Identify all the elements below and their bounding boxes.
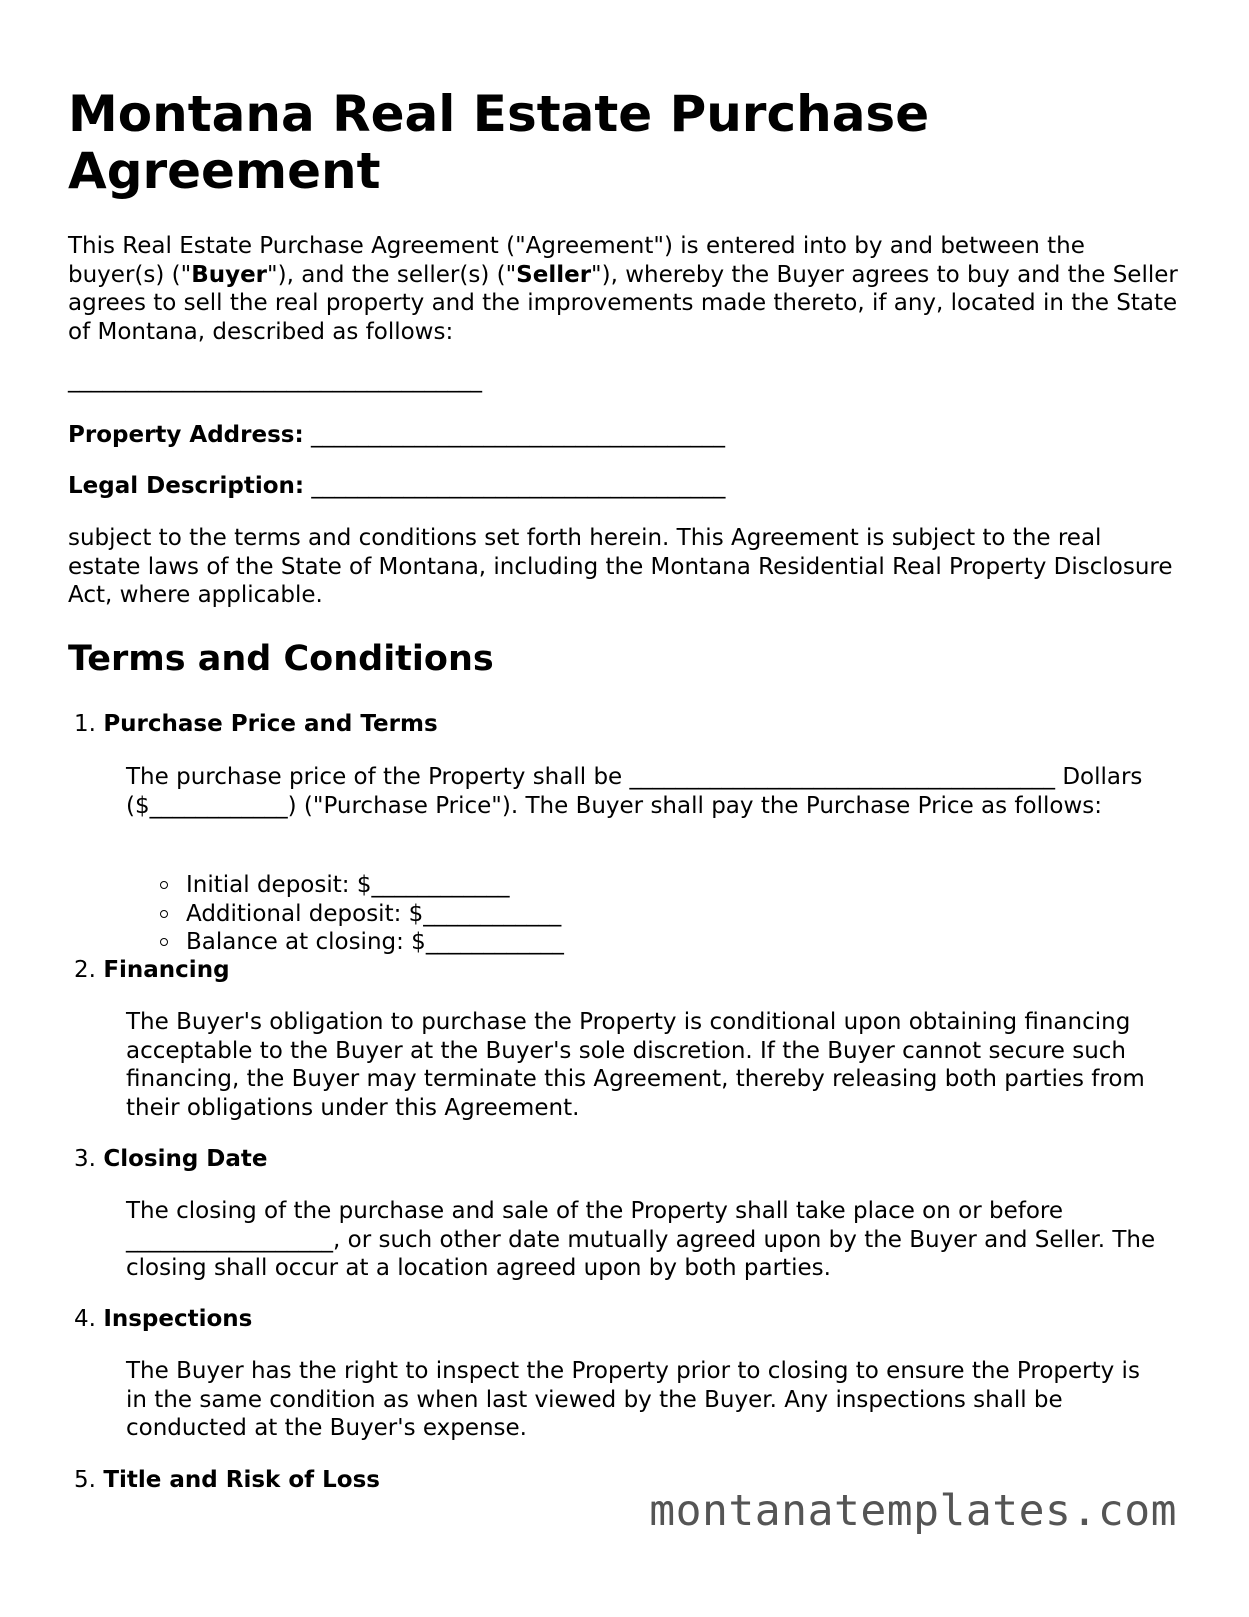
section-2-title xyxy=(38,956,230,984)
terms-heading: Terms and Conditions xyxy=(68,639,494,679)
section-4-body: The Buyer has the right to inspect the Property prior to closing to ensure the Property is in the same condition as when last viewed by the Buyer. Any inspections shall be conducted at the Buyer's expense. xyxy=(126,1358,1140,1441)
section-3-body: The closing of the purchase and sale of the Property shall take place on or before __________________, or such other date mutually agreed upon by the Buyer and Seller. The closing shall occur at a location agreed upon by both parties. xyxy=(126,1198,1156,1281)
document-title: Montana Real Estate Purchase Agreement xyxy=(68,85,930,200)
balance-at-closing-text: Balance at closing: $____________ xyxy=(186,929,564,955)
property-address-blank[interactable]: ____________________________________ xyxy=(303,422,725,448)
intro-paragraph xyxy=(68,232,1178,346)
additional-deposit-text: Additional deposit: $____________ xyxy=(186,900,562,927)
section-4-heading: Inspections xyxy=(103,1306,253,1332)
section-5-number: 5. xyxy=(74,1467,96,1493)
legal-description-field xyxy=(68,472,725,500)
intro-seller-term: Seller xyxy=(516,261,592,288)
intro-buyer-term: Buyer xyxy=(191,261,268,288)
section-2-body: The Buyer's obligation to purchase the Property is conditional upon obtaining financing acceptable to the Buyer at the Buyer's sole discretion. If the Buyer cannot secure such financing, the Buyer may terminate this Agreement, thereby releasing both parties from their obligations under this Agreement. xyxy=(126,1009,1145,1121)
section-1-heading: Purchase Price and Terms xyxy=(103,711,438,737)
section-3-heading: Closing Date xyxy=(103,1146,268,1172)
bullet-circle-icon xyxy=(160,938,168,946)
deposit-list xyxy=(186,871,564,957)
initial-deposit-text: Initial deposit: $____________ xyxy=(186,872,510,898)
section-2-number: 2. xyxy=(74,957,96,983)
list-item xyxy=(186,871,564,900)
bullet-circle-icon xyxy=(160,910,168,918)
watermark-text: montanatemplates.com xyxy=(649,1486,1177,1536)
section-1-number: 1. xyxy=(74,711,96,737)
section-2-heading: Financing xyxy=(103,957,230,983)
intro-text-2: "), and the seller(s) (" xyxy=(267,261,517,288)
section-5-title xyxy=(38,1466,380,1494)
bullet-circle-icon xyxy=(160,881,168,889)
intro-text-3: "), whereby the Buyer agrees to buy and the Seller agrees to sell the real property and the improvements made thereto, if any, located in the State of Montana, described as follows: xyxy=(68,261,1178,345)
section-1-body: The purchase price of the Property shall be _____________________________________ Dollars ($____________) ("Purchase Price"). The Buyer shall pay the Purchase Price as follows: xyxy=(126,764,1143,819)
legal-description-blank[interactable]: ____________________________________ xyxy=(304,473,726,499)
section-1-title xyxy=(38,710,438,738)
section-4-title xyxy=(38,1305,252,1333)
section-5-heading: Title and Risk of Loss xyxy=(103,1467,380,1493)
list-item xyxy=(186,928,564,957)
intro-text-1: This Real Estate Purchase Agreement ("Agreement") is entered into by and between the buyer(s) (" xyxy=(68,233,1085,288)
property-address-label: Property Address: xyxy=(68,422,304,448)
section-3-title xyxy=(38,1145,268,1173)
property-address-field xyxy=(68,421,725,449)
section-4-number: 4. xyxy=(74,1306,96,1332)
list-item xyxy=(186,900,564,929)
section-3-number: 3. xyxy=(74,1146,96,1172)
property-description-blank[interactable]: ____________________________________ xyxy=(68,367,482,393)
subject-paragraph: subject to the terms and conditions set forth herein. This Agreement is subject to the real estate laws of the State of Montana, including the Montana Residential Real Property Disclosure Act, where applicable. xyxy=(68,525,1173,608)
legal-description-label: Legal Description: xyxy=(68,473,305,499)
